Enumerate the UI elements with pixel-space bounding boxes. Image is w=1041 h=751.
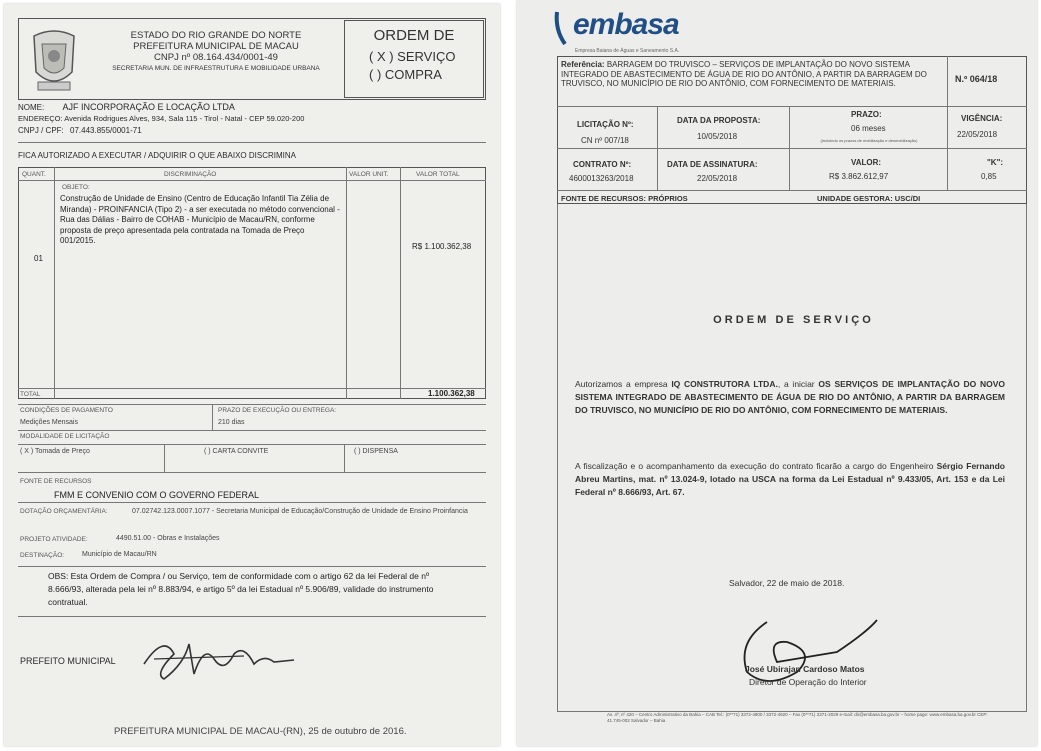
col-unit-value: VALOR UNIT. [349, 171, 389, 178]
item-number: 01 [34, 254, 43, 263]
amount-label: VALOR: [851, 158, 882, 167]
validity-value: 22/05/2018 [957, 130, 998, 139]
para1-services: OS SERVIÇOS DE IMPLANTAÇÃO DO NOVO SISTEMA INTEGRADO DE ABASTECIMENTO DE ÁGUA DE RIO DO ANTÔNIO, A PARTIR DA BARRAGEM DO TRUVISCO, NO MUNICÍPIO DE RIO DO ANTÔNIO, COM FORNECIMENTO DE MATERIAIS. [575, 379, 1005, 415]
total-value: 1.100.362,38 [428, 389, 475, 398]
para1-mid: , a iniciar [777, 379, 815, 389]
header-text [96, 30, 336, 74]
total-label: TOTAL [20, 391, 41, 398]
embasa-logo-icon [551, 6, 575, 46]
header-line-2: PREFEITURA MUNICIPAL DE MACAU [133, 41, 299, 52]
signature-date-label: DATA DE ASSINATURA: [667, 160, 758, 169]
mayor-signature [134, 624, 304, 689]
col-quant: QUANT. [22, 171, 46, 178]
name-value: AJF INCORPORAÇÃO E LOCAÇÃO LTDA [62, 102, 235, 112]
reference-text [561, 60, 943, 89]
payment-value: Medições Mensais [20, 419, 78, 426]
signer-role: Diretor de Operação do Interior [749, 677, 867, 687]
para2-a: A fiscalização e o acompanhamento da execução do contrato ficarão a cargo do Engenheiro [575, 461, 934, 471]
bid-label: LICITAÇÃO Nº: [577, 120, 634, 129]
reference-label: Referência: [561, 60, 605, 69]
left-footer: PREFEITURA MUNICIPAL DE MACAU-(RN), 25 de outubro de 2016. [114, 726, 407, 737]
modality-label: MODALIDADE DE LICITAÇÃO [20, 433, 110, 440]
embasa-service-order [517, 0, 1037, 746]
signer-name: José Ubirajan Cardoso Matos [745, 664, 865, 674]
deadline-label: PRAZO DE EXECUÇÃO OU ENTREGA: [218, 407, 337, 414]
para2-b: Sérgio Fernando Abreu Martins, mat. nº 13.024-9, lotado na USCA na forma da Lei Estadual nº 9.433/05, Art. 153 e da Lei Federal nº 8.666/93, Art. 67. [575, 461, 1005, 497]
col-total-value: VALOR TOTAL [416, 171, 460, 178]
supervision-paragraph [575, 460, 1005, 499]
obs-text: OBS: Esta Ordem de Compra / ou Serviço, tem de conformidade com o artigo 62 da lei Federal de nº 8.666/93, alterada pela lei nº 8.883/94, e artigo 5º da lei Estadual nº 5.906/89, validade do instrumento contratual. [48, 571, 434, 607]
cnpj-label: CNPJ / CPF: [18, 126, 64, 135]
payment-label: CONDIÇÕES DE PAGAMENTO [20, 407, 113, 414]
order-type-purchase: ( ) COMPRA [369, 67, 442, 82]
budget-label: DOTAÇÃO ORÇAMENTÁRIA: [20, 508, 108, 515]
budget-value: 07.02742.123.0007.1077 - Secretaria Municipal de Educação/Construção de Unidade de Ensino Proinfancia [132, 508, 468, 515]
validity-label: VIGÊNCIA: [961, 114, 1003, 123]
contract-value: 4600013263/2018 [569, 174, 634, 183]
right-footer: Av. 4ª, nº 420 – Centro Administrativo da Bahia – CAB Tel.: (0**71) 3372-4800 / 3372-4920 – Fax (0**71) 3371-2029 e-mail: dir@embasa.ba.gov.br – home page: www.embasa.ba.gov.br CEP: 41.745-002 Salvador – Bahia [607, 712, 988, 723]
modality-dispensa: ( ) DISPENSA [354, 448, 398, 455]
modality-tomada: ( X ) Tomada de Preço [20, 448, 90, 455]
project-value: 4490.51.00 - Obras e Instalações [116, 535, 220, 542]
signature-date-value: 22/05/2018 [697, 174, 738, 183]
document-title: O R D E M D E S E R V I Ç O [713, 314, 871, 326]
item-description: Construção de Unidade de Ensino (Centro de Educação Infantil Tia Zélia de Miranda) - PROINFANCIA (Tipo 2) - a ser executada no método convencional - Rua das Dálias - Bairro de COHAB - Município de Macau/RN, conforme proposta de preço apresentada pela contratada na Tomada de Preço 001/2015. [60, 194, 340, 245]
embasa-logo-text: embasa [573, 8, 679, 41]
coat-of-arms-icon [24, 24, 84, 94]
address-label: ENDEREÇO: [18, 114, 63, 123]
contract-label: CONTRATO Nº: [573, 160, 632, 169]
order-type-box [344, 20, 484, 98]
funding-source: FONTE DE RECURSOS: PRÓPRIOS [561, 194, 688, 203]
k-label: "K": [987, 158, 1004, 167]
header-line-4: SECRETARIA MUN. DE INFRAESTRUTURA E MOBILIDADE URBANA [112, 65, 320, 72]
service-order-macau [4, 4, 500, 746]
authorization-paragraph [575, 378, 1005, 417]
term-note: (Incluindo os prazos de mobilização e desmobilização) [820, 138, 918, 143]
name-label: NOME: [18, 103, 45, 112]
header-line-1: ESTADO DO RIO GRANDE DO NORTE [130, 30, 302, 41]
funding-label: FONTE DE RECURSOS [20, 478, 92, 485]
col-discriminacao: DISCRIMINAÇÃO [164, 171, 217, 178]
amount-value: R$ 3.862.612,97 [829, 172, 889, 181]
project-label: PROJETO ATIVIDADE: [20, 536, 88, 543]
funding-value: FMM E CONVENIO COM O GOVERNO FEDERAL [54, 490, 260, 500]
destination-value: Município de Macau/RN [82, 551, 157, 558]
header-line-3: CNPJ nº 08.164.434/0001-49 [154, 52, 278, 63]
para1-plain: Autorizamos a empresa [575, 379, 668, 389]
reference-value: BARRAGEM DO TRUVISCO – SERVIÇOS DE IMPLANTAÇÃO DO NOVO SISTEMA INTEGRADO DE ABASTECIMENTO DE ÁGUA DE RIO DO ANTÔNIO, A PARTIR DA BARRAGEM DO TRUVISCO, NO MUNICÍPIO DE RIO DO ANTÔNIO, COM FORNECIMENTO DE MATERIAIS. [561, 60, 927, 88]
order-number: N.º 064/18 [955, 74, 998, 84]
term-label: PRAZO: [851, 110, 882, 119]
para1-company: IQ CONSTRUTORA LTDA. [671, 379, 778, 389]
modality-convite: ( ) CARTA CONVITE [204, 448, 269, 455]
cnpj-value: 07.443.855/0001-71 [70, 126, 142, 135]
authorize-text: FICA AUTORIZADO A EXECUTAR / ADQUIRIR O QUE ABAIXO DISCRIMINA [18, 151, 296, 160]
destination-label: DESTINAÇÃO: [20, 552, 65, 559]
item-total: R$ 1.100.362,38 [412, 242, 472, 251]
k-value: 0,85 [981, 172, 997, 181]
order-type-title: ORDEM DE [373, 27, 455, 44]
supplier-block [18, 102, 486, 138]
order-type-service: ( X ) SERVIÇO [369, 49, 456, 64]
term-value: 06 meses [851, 124, 886, 133]
embasa-logo-sub: Empresa Baiana de Águas e Saneamento S.A. [575, 48, 680, 54]
mayor-label: PREFEITO MUNICIPAL [20, 656, 116, 666]
proposal-date-value: 10/05/2018 [697, 132, 738, 141]
deadline-value: 210 dias [218, 419, 245, 426]
management-unit: UNIDADE GESTORA: USC/DI [817, 194, 921, 203]
address-value: Avenida Rodrigues Alves, 934, Sala 115 - Tirol - Natal - CEP 59.020-200 [64, 114, 305, 123]
proposal-date-label: DATA DA PROPOSTA: [677, 116, 761, 125]
bid-value: CN nº 007/18 [581, 136, 629, 145]
objeto-label: OBJETO: [62, 184, 90, 191]
place-date: Salvador, 22 de maio de 2018. [729, 578, 845, 588]
